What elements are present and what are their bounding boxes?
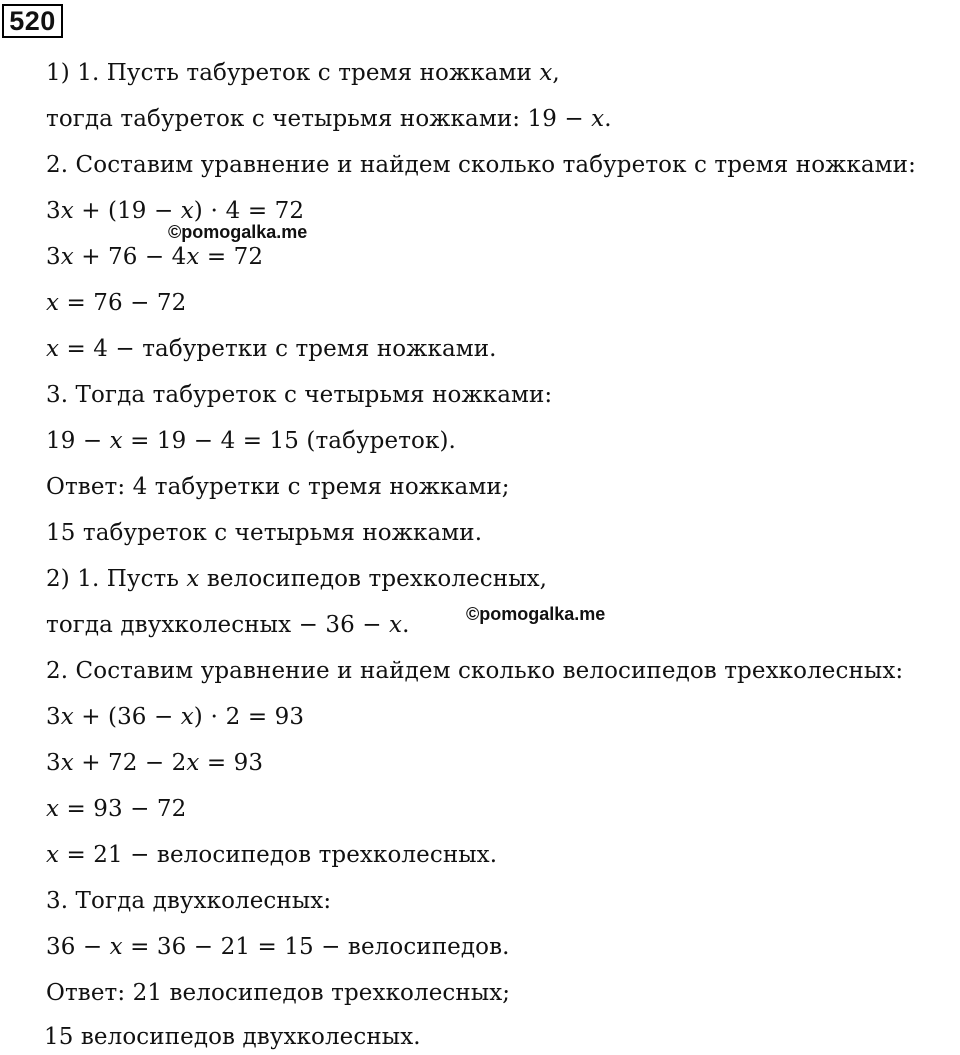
equation-line: 3𝑥 + 72 − 2𝑥 = 93	[46, 750, 264, 776]
watermark: ©pomogalka.me	[168, 222, 308, 242]
equation-line: 3𝑥 + (19 − 𝑥) ⋅ 4 = 72	[46, 198, 305, 224]
equation-line: 3𝑥 + 76 − 4𝑥 = 72	[46, 244, 264, 270]
answer-line: 15 табуреток с четырьмя ножками.	[46, 520, 483, 546]
answer-line: 15 велосипедов двухколесных.	[44, 1024, 421, 1050]
solution-line: 1) 1. Пусть табуреток с тремя ножками 𝑥,	[46, 60, 560, 86]
equation-line: 19 − 𝑥 = 19 − 4 = 15 (табуреток).	[46, 428, 456, 454]
equation-line: 𝑥 = 76 − 72	[46, 290, 187, 316]
solution-line: 2. Составим уравнение и найдем сколько велосипедов трехколесных:	[46, 658, 904, 684]
solution-line: 2. Составим уравнение и найдем сколько табуреток с тремя ножками:	[46, 152, 916, 178]
solution-line: тогда двухколесных − 36 − 𝑥.	[46, 612, 410, 638]
solution-line: 3. Тогда табуреток с четырьмя ножками:	[46, 382, 553, 408]
problem-number: 520	[2, 4, 63, 38]
equation-line: 36 − 𝑥 = 36 − 21 = 15 − велосипедов.	[46, 934, 510, 960]
solution-line: 𝑥 = 4 − табуретки с тремя ножками.	[46, 336, 497, 362]
solution-line: тогда табуреток с четырьмя ножками: 19 − 𝑥.	[46, 106, 612, 132]
answer-line: Ответ: 21 велосипедов трехколесных;	[46, 980, 511, 1006]
answer-line: Ответ: 4 табуретки с тремя ножками;	[46, 474, 510, 500]
solution-line: 3. Тогда двухколесных:	[46, 888, 332, 914]
watermark: ©pomogalka.me	[466, 604, 606, 624]
solution-line: 2) 1. Пусть 𝑥 велосипедов трехколесных,	[46, 566, 548, 592]
equation-line: 3𝑥 + (36 − 𝑥) ⋅ 2 = 93	[46, 704, 305, 730]
solution-line: 𝑥 = 21 − велосипедов трехколесных.	[46, 842, 498, 868]
equation-line: 𝑥 = 93 − 72	[46, 796, 187, 822]
